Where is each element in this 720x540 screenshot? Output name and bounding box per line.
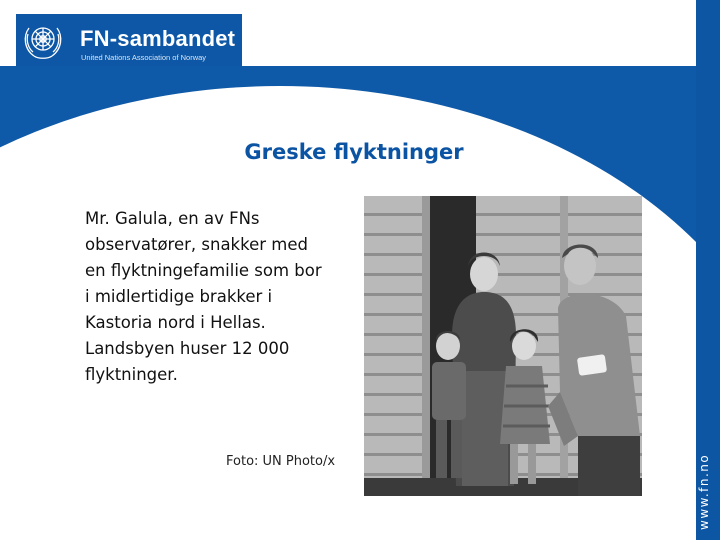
body-line: i midlertidige brakker i [85, 287, 273, 306]
slide-title [0, 140, 720, 164]
body-line: flyktninger. [85, 365, 178, 384]
photo-caption: Foto: UN Photo/x [226, 454, 336, 469]
photo-illustration [364, 196, 642, 496]
un-emblem-icon [20, 18, 66, 62]
brand-name: FN-sambandet [80, 26, 236, 51]
body-line: Kastoria nord i Hellas. [85, 313, 266, 332]
website-link[interactable]: www.fn.no [697, 453, 711, 530]
body-line: en flyktningefamilie som bor [85, 261, 322, 280]
slide-body-text [85, 206, 355, 388]
body-line: Landsbyen huser 12 000 [85, 339, 290, 358]
fn-sambandet-logo[interactable] [16, 14, 242, 66]
slide-title-text: Greske flyktninger [244, 140, 464, 164]
refugee-family-photo [364, 196, 642, 496]
brand-subtitle: United Nations Association of Norway [81, 53, 207, 62]
body-line: observatører, snakker med [85, 235, 308, 254]
body-line: Mr. Galula, en av FNs [85, 209, 260, 228]
header-bar [0, 0, 720, 66]
